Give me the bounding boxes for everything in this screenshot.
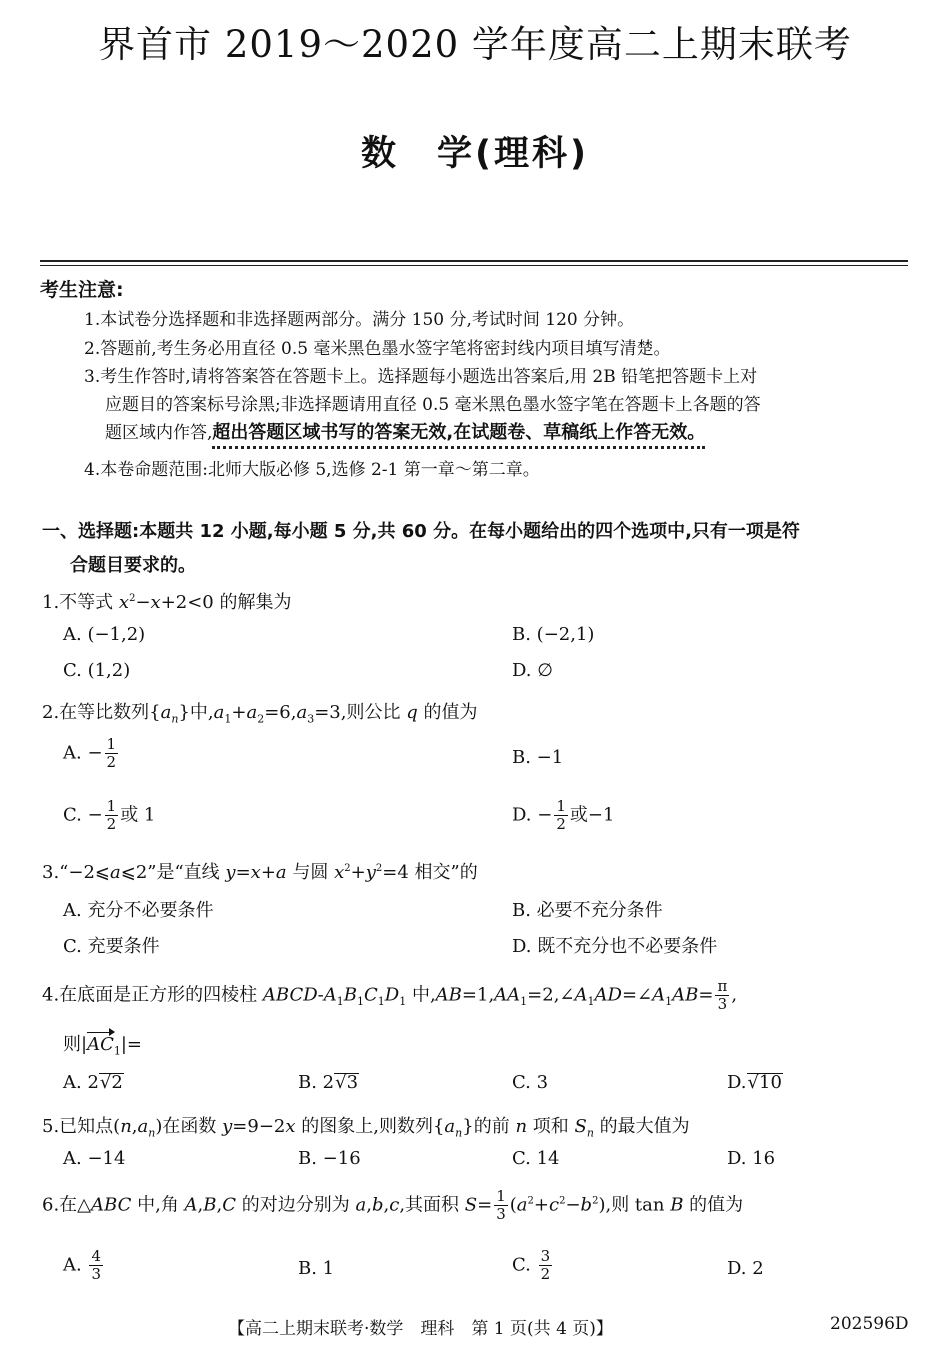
question-4: 4.在底面是正方形的四棱柱 ABCD-$A_1B_1C_1D_1$ 中$,AB=1,AA_1=2,\angle A_1AD=\angle A_1AB=$ $\frac{\pi}{3}$ , bbox=[42, 977, 738, 1013]
notice-emphasis: 超出答题区域书写的答案无效,在试题卷、草稿纸上作答无效。 bbox=[212, 422, 705, 449]
subject-title: 数 学(理科) bbox=[361, 134, 589, 174]
notice-heading: 考生注意: bbox=[40, 279, 124, 301]
section-heading-cont: 合题目要求的。 bbox=[70, 555, 196, 576]
q1-option-b: B. (−2,1) bbox=[512, 624, 595, 645]
q6-option-c: C. $\frac{3}{2}$ bbox=[512, 1247, 551, 1283]
notice-item: 应题目的答案标号涂黑;非选择题请用直径 0.5 毫米黑色墨水签字笔在答题卡上各题的答 bbox=[105, 395, 761, 415]
q5-option-d: D. 16 bbox=[727, 1148, 776, 1169]
exam-title: 界首市 2019～2020 学年度高二上期末联考 bbox=[98, 23, 852, 66]
q5-option-c: C. 14 bbox=[512, 1148, 560, 1169]
q5-option-a: A. −14 bbox=[63, 1148, 126, 1169]
notice-item: 4.本卷命题范围:北师大版必修 5,选修 2-1 第一章～第二章。 bbox=[84, 460, 540, 480]
q6-option-b: B. 1 bbox=[298, 1258, 335, 1279]
divider-line bbox=[40, 260, 908, 262]
q1-option-a: A. (−1,2) bbox=[63, 624, 146, 645]
question-6: 6.在△ABC 中,角 A,B,C 的对边分别为 a,b,c,其面积 S= $\frac{1}{3}$ $(a^2+c^2-b^2)$,则 tan B 的值为 bbox=[42, 1187, 744, 1223]
footer-code: 202596D bbox=[830, 1314, 909, 1334]
q6-option-a: A. $\frac{4}{3}$ bbox=[63, 1247, 101, 1283]
footer-label: 【高二上期末联考·数学 理科 第 1 页(共 4 页)】 bbox=[228, 1319, 613, 1339]
notice-item: 题区域内作答,超出答题区域书写的答案无效,在试题卷、草稿纸上作答无效。 bbox=[105, 418, 705, 444]
question-2: 2.在等比数列$\{a_n\}$中$,a_1+a_2=6,a_3=3$,则公比 q 的值为 bbox=[42, 702, 478, 726]
q4-option-d: D.√10 bbox=[727, 1072, 782, 1093]
notice-item: 2.答题前,考生务必用直径 0.5 毫米黑色墨水签字笔将密封线内项目填写清楚。 bbox=[84, 339, 671, 359]
q4-option-a: A. 2√2 bbox=[63, 1072, 123, 1093]
q2-option-a: A. − $\frac{1}{2}$ bbox=[63, 735, 117, 771]
q2-option-b: B. −1 bbox=[512, 747, 564, 768]
question-1: 1.不等式 $x^2-x+2<0$ 的解集为 bbox=[42, 592, 292, 613]
question-4-cont: 则$|AC_1|=$ bbox=[63, 1034, 143, 1058]
q4-option-b: B. 2√3 bbox=[298, 1072, 359, 1093]
q2-option-c: C. − $\frac{1}{2}$ 或 1 bbox=[63, 797, 156, 833]
q4-option-c: C. 3 bbox=[512, 1072, 549, 1093]
question-3: 3.“−2⩽a⩽2”是“直线 y=x+a 与圆 $x^2+y^2=4$ 相交”的 bbox=[42, 862, 478, 883]
q3-option-a: A. 充分不必要条件 bbox=[63, 900, 214, 921]
notice-item: 3.考生作答时,请将答案答在答题卡上。选择题每小题选出答案后,用 2B 铅笔把答题卡上对 bbox=[84, 367, 758, 387]
q6-option-d: D. 2 bbox=[727, 1258, 764, 1279]
q1-option-c: C. (1,2) bbox=[63, 660, 131, 681]
q3-option-b: B. 必要不充分条件 bbox=[512, 900, 663, 921]
q3-option-d: D. 既不充分也不必要条件 bbox=[512, 936, 718, 957]
notice-item: 1.本试卷分选择题和非选择题两部分。满分 150 分,考试时间 120 分钟。 bbox=[84, 310, 635, 330]
q5-option-b: B. −16 bbox=[298, 1148, 361, 1169]
q3-option-c: C. 充要条件 bbox=[63, 936, 160, 957]
q1-option-d: D. ∅ bbox=[512, 660, 553, 681]
section-heading: 一、选择题:本题共 12 小题,每小题 5 分,共 60 分。在每小题给出的四个选项中,只有一项是符 bbox=[42, 521, 800, 542]
q2-option-d: D. − $\frac{1}{2}$ 或−1 bbox=[512, 797, 615, 833]
divider-line bbox=[40, 265, 908, 266]
question-5: 5.已知点$(n,a_n)$在函数 y=9−2x 的图象上,则数列$\{a_n\}$的前 n 项和 $S_n$ 的最大值为 bbox=[42, 1116, 690, 1140]
